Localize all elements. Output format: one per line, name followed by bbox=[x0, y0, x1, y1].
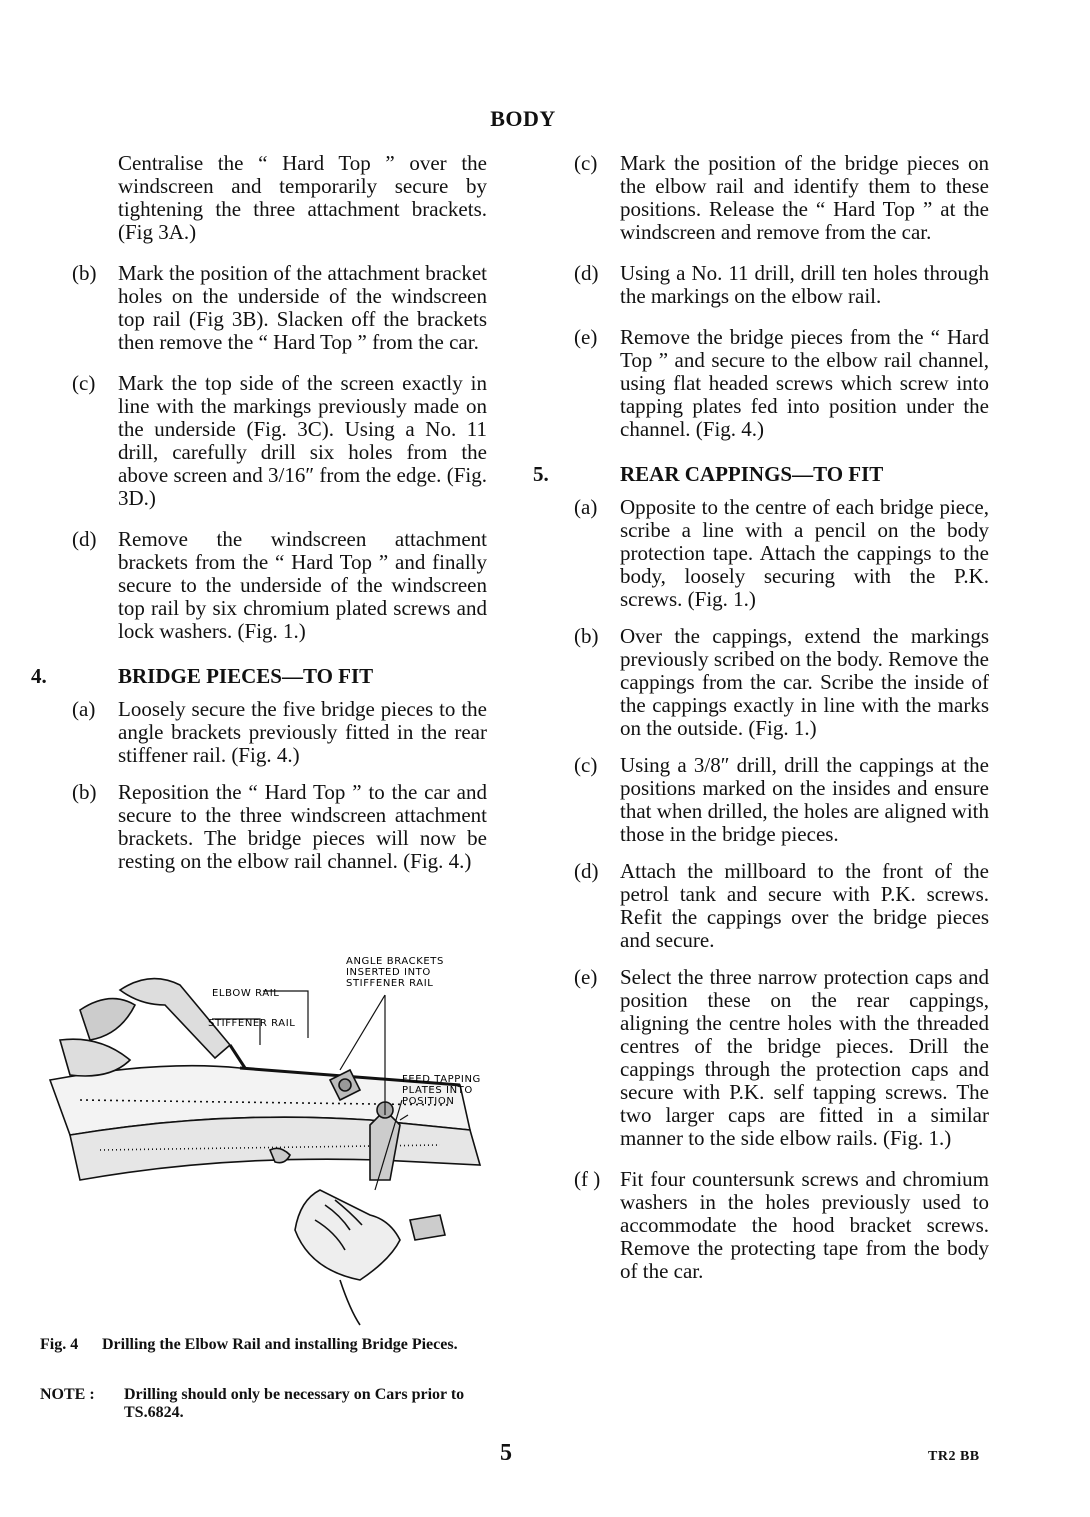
section5-item-a bbox=[574, 496, 989, 611]
item-text: Reposition the “ Hard Top ” to the car and secure to the three windscreen attachment brackets. The bridge pieces will now be resting on the elbow rail channel. (Fig. 4.) bbox=[118, 780, 487, 873]
section-title: BRIDGE PIECES—TO FIT bbox=[118, 664, 374, 688]
document-reference: TR2 BB bbox=[928, 1449, 980, 1464]
section-number: 4. bbox=[31, 664, 47, 688]
item-label: (b) bbox=[574, 624, 599, 648]
right-item-e bbox=[574, 326, 989, 441]
section-5-heading bbox=[533, 462, 989, 486]
label-elbow-rail: ELBOW RAIL bbox=[212, 988, 280, 999]
section-title: REAR CAPPINGS—TO FIT bbox=[620, 462, 884, 486]
item-label: (b) bbox=[72, 780, 97, 804]
intro-paragraph: Centralise the “ Hard Top ” over the windscreen and temporarily secure by tightening the three attachment brackets. (Fig 3A.) bbox=[118, 151, 487, 244]
item-label: (d) bbox=[574, 859, 599, 883]
section4-item-b bbox=[72, 781, 487, 873]
section-number: 5. bbox=[533, 462, 549, 486]
item-text: Remove the bridge pieces from the “ Hard Top ” and secure to the elbow rail channel, using flat headed screws which screw into tapping plates fed into position under the channel. (Fig. 4.) bbox=[620, 325, 989, 441]
label-feed-tapping-3: POSITION bbox=[402, 1096, 455, 1107]
label-angle-brackets-2: INSERTED INTO bbox=[346, 967, 431, 978]
section4-item-a bbox=[72, 698, 487, 767]
right-column bbox=[533, 151, 989, 1283]
item-label: (c) bbox=[574, 151, 598, 175]
item-text: Remove the windscreen attachment brackets from the “ Hard Top ” and finally secure to the underside of the windscreen top rail by six chromium plated screws and lock washers. (Fig. 1.) bbox=[118, 527, 487, 643]
item-label: (d) bbox=[72, 527, 97, 551]
left-item-c bbox=[72, 372, 487, 510]
item-text: Select the three narrow protection caps and position these on the rear cappings, aligning the centre holes with the threaded centres of the bridge pieces. Drill the cappings through the protection caps and secure with P.K. self tapping screws. The two larger caps are fitted in a similar manner to the side elbow rails. (Fig. 1.) bbox=[620, 965, 989, 1150]
caption-label: Fig. 4 bbox=[40, 1336, 79, 1353]
figure-caption bbox=[40, 1336, 510, 1354]
item-text: Loosely secure the five bridge pieces to the angle brackets previously fitted in the rear stiffener rail. (Fig. 4.) bbox=[118, 697, 487, 767]
item-label: (c) bbox=[574, 753, 598, 777]
item-label: (a) bbox=[72, 697, 96, 721]
figure-drawing bbox=[50, 979, 480, 1325]
section-4-heading bbox=[31, 664, 487, 688]
page-number: 5 bbox=[500, 1440, 512, 1466]
item-label: (e) bbox=[574, 965, 598, 989]
item-label: (e) bbox=[574, 325, 598, 349]
right-item-c bbox=[574, 152, 989, 244]
label-feed-tapping-1: FEED TAPPING bbox=[402, 1074, 481, 1085]
figure-4-illustration bbox=[40, 950, 500, 1330]
caption-text: Drilling the Elbow Rail and installing Bridge Pieces. bbox=[102, 1336, 458, 1353]
note-text: Drilling should only be necessary on Cars prior to TS.6824. bbox=[124, 1386, 465, 1421]
left-item-d bbox=[72, 528, 487, 643]
item-text: Mark the position of the bridge pieces on the elbow rail and identify them to these positions. Release the “ Hard Top ” at the windscreen and remove from the car. bbox=[620, 151, 989, 244]
section5-item-d bbox=[574, 860, 989, 952]
item-text: Opposite to the centre of each bridge piece, scribe a line with a pencil on the body protection tape. Attach the cappings to the body, loosely securing with the P.K. screws. (Fig. 1.) bbox=[620, 495, 989, 611]
figure-note bbox=[40, 1386, 510, 1422]
section5-item-b bbox=[574, 625, 989, 740]
item-label: (c) bbox=[72, 371, 96, 395]
item-text: Attach the millboard to the front of the petrol tank and secure with P.K. screws. Refit the cappings over the bridge pieces and secure. bbox=[620, 859, 989, 952]
item-text: Mark the position of the attachment bracket holes on the underside of the windscreen top rail (Fig 3B). Slacken off the brackets then remove the “ Hard Top ” from the car. bbox=[118, 261, 487, 354]
left-item-b bbox=[72, 262, 487, 354]
left-column bbox=[31, 151, 487, 873]
item-label: (f ) bbox=[574, 1167, 601, 1191]
label-angle-brackets-1: ANGLE BRACKETS bbox=[346, 956, 444, 967]
note-label: NOTE : bbox=[40, 1386, 95, 1403]
item-text: Using a 3/8″ drill, drill the cappings at the positions marked on the insides and ensure that when drilled, the holes are aligned with those in the bridge pieces. bbox=[620, 753, 989, 846]
page-heading: BODY bbox=[490, 106, 556, 131]
item-label: (a) bbox=[574, 495, 598, 519]
section5-item-c bbox=[574, 754, 989, 846]
item-label: (b) bbox=[72, 261, 97, 285]
item-text: Over the cappings, extend the markings previously scribed on the body. Remove the cappings from the car. Scribe the inside of the cappings exactly in line with the marks on the outside. (Fig. 1.) bbox=[620, 624, 989, 740]
label-stiffener-rail: STIFFENER RAIL bbox=[208, 1018, 296, 1029]
label-angle-brackets-3: STIFFENER RAIL bbox=[346, 978, 434, 989]
item-text: Using a No. 11 drill, drill ten holes through the markings on the elbow rail. bbox=[620, 261, 989, 308]
item-text: Mark the top side of the screen exactly in line with the markings previously made on the underside (Fig. 3C). Using a No. 11 drill, carefully drill six holes from the above screen and 3/16″ from the edge. (Fig. 3D.) bbox=[118, 371, 487, 510]
item-label: (d) bbox=[574, 261, 599, 285]
section5-item-f bbox=[574, 1168, 989, 1283]
section5-item-e bbox=[574, 966, 989, 1150]
label-feed-tapping-2: PLATES INTO bbox=[402, 1085, 473, 1096]
item-text: Fit four countersunk screws and chromium washers in the holes previously used to accommodate the hood bracket screws. Remove the protecting tape from the body of the car. bbox=[620, 1167, 989, 1283]
right-item-d bbox=[574, 262, 989, 308]
